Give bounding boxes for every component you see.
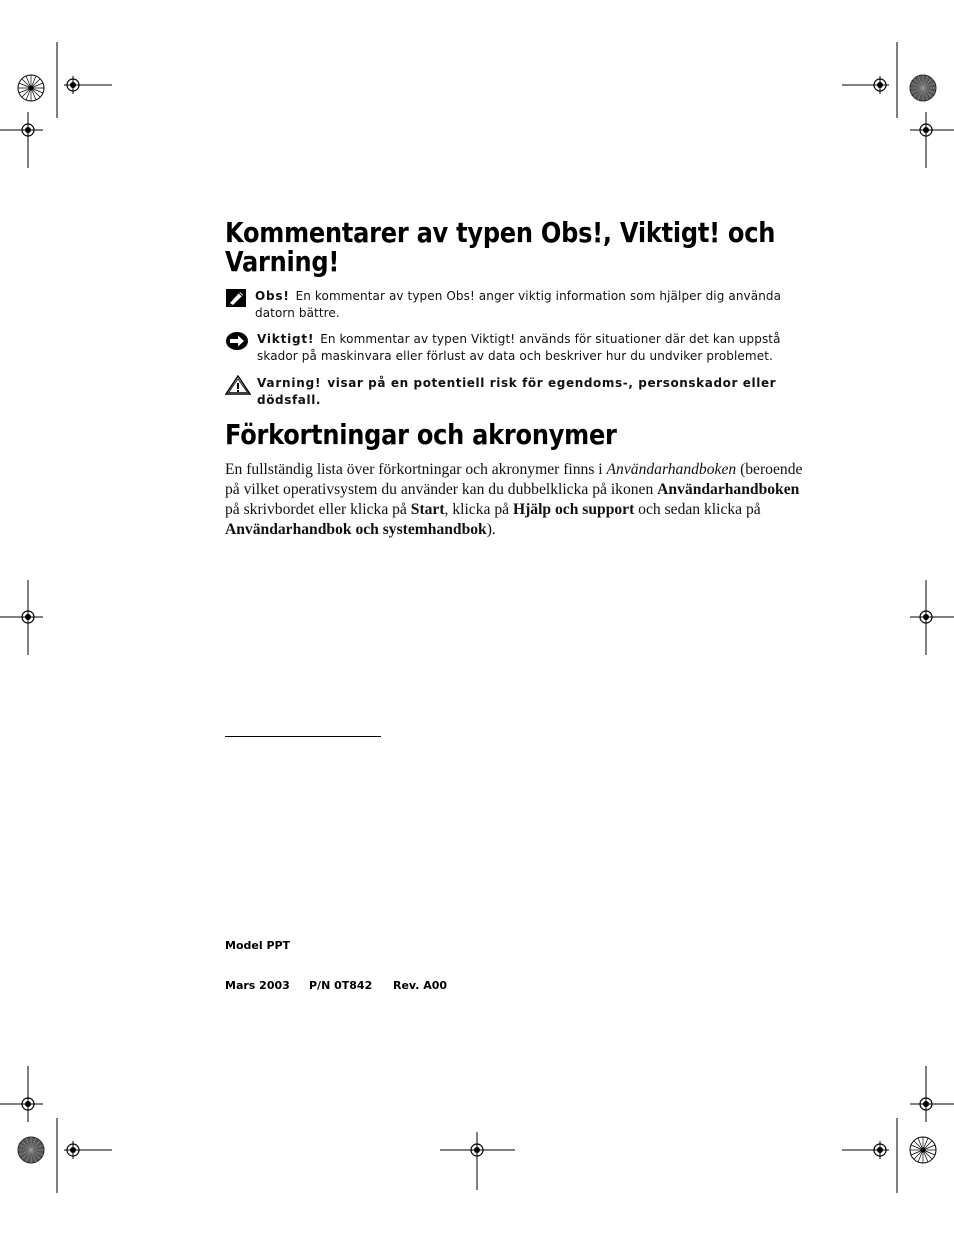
note-obs-text: En kommentar av typen Obs! anger viktig information som hjälper dig använda datorn bättre.: [255, 289, 782, 320]
warning-triangle-icon: [225, 375, 251, 400]
para-bold-help-support: Hjälp och support: [512, 501, 635, 518]
notice-arrow-icon: [225, 331, 249, 356]
para-text-5: och sedan klicka på: [634, 501, 761, 518]
revision: Rev. A00: [393, 979, 448, 992]
page-title-notes: Kommentarer av typen Obs!, Viktigt! och Varning!: [225, 216, 776, 278]
abbreviations-paragraph: [225, 460, 817, 540]
para-italic-users-guide: Användarhandboken: [606, 461, 737, 478]
para-bold-start: Start: [410, 501, 445, 518]
note-varning-label: Varning!: [257, 376, 322, 390]
footnote-divider: [225, 736, 381, 737]
para-text-1: En fullständig lista över förkortningar och akronymer finns i: [225, 461, 607, 478]
note-viktigt-text: En kommentar av typen Viktigt! används för situationer där det kan uppstå skador på maskinvara eller förlust av data och beskriver hur du undviker problemet.: [257, 332, 781, 363]
note-obs-label: Obs!: [255, 289, 290, 303]
part-number: P/N 0T842: [309, 979, 373, 992]
para-text-6: ).: [486, 521, 496, 538]
publication-info: [225, 979, 447, 992]
para-bold-system-guide: Användarhandbok och systemhandbok: [225, 521, 487, 538]
note-viktigt-label: Viktigt!: [257, 332, 315, 346]
note-pencil-icon: [225, 288, 247, 313]
section-title-abbreviations: Förkortningar och akronymer: [225, 418, 617, 451]
para-text-3: på skrivbordet eller klicka på: [225, 501, 411, 518]
para-bold-users-guide-icon: Användarhandboken: [657, 481, 800, 498]
note-varning-text: visar på en potentiell risk för egendoms-, personskador eller dödsfall.: [257, 376, 777, 407]
para-text-4: , klicka på: [444, 501, 513, 518]
para-text-2: (beroende på vilket operativsystem du använder kan du dubbelklicka på ikonen: [225, 461, 803, 498]
model-label: Model PPT: [225, 939, 291, 952]
publication-date: Mars 2003: [225, 979, 290, 992]
